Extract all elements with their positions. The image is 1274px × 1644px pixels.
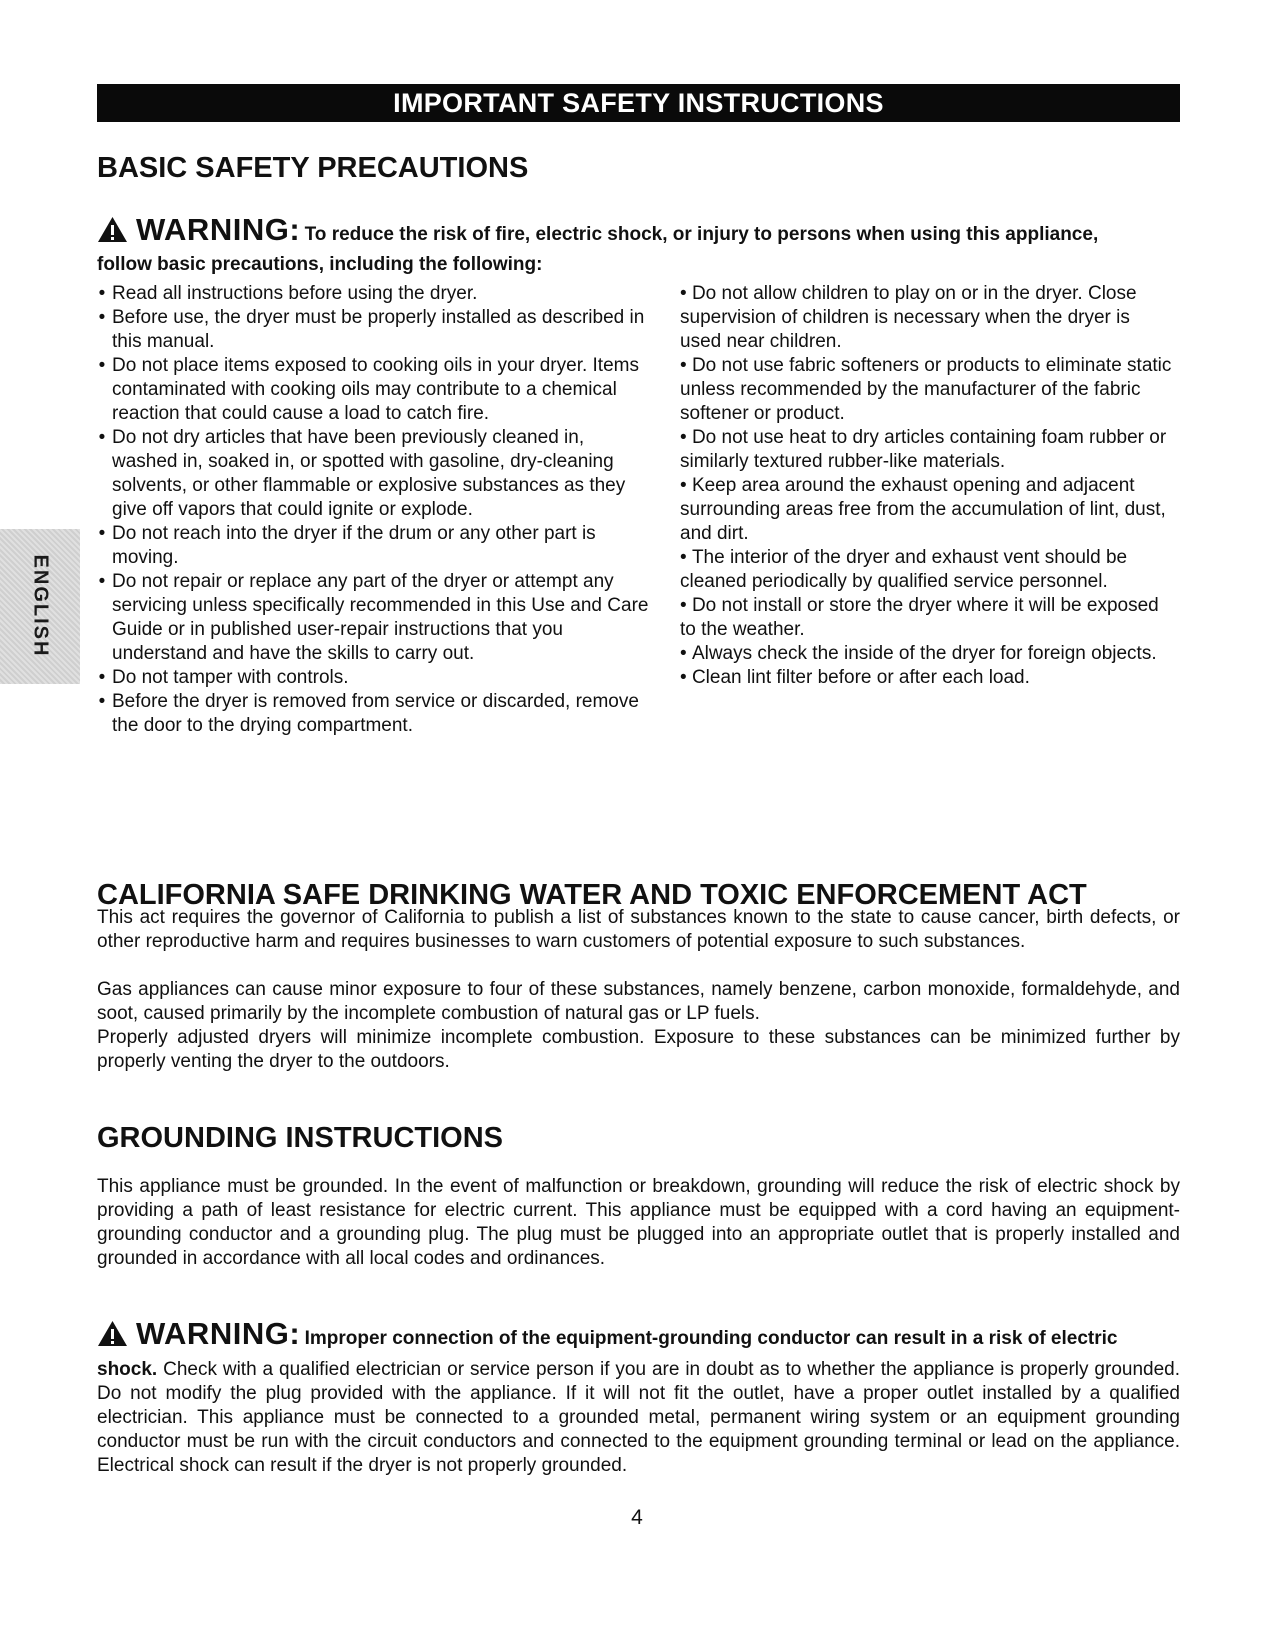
warning-body-text: Check with a qualified electrician or service person if you are in doubt as to whether the appliance is properly grounded. Do not modify the plug provided with the appliance. If it will not fit the outlet, have a proper outlet installed by a qualified electrician. This appliance must be connected to a grounded metal, permanent wiring system or an equipment grounding conductor must be run with the circuit conductors and connected to the equipment grounding terminal or lead on the appliance. Electrical shock can result if the dryer is not properly grounded. <box>97 1359 1180 1476</box>
list-item: • Do not use heat to dry articles containing foam rubber or similarly textured rubber-like materials. <box>680 426 1175 474</box>
list-item: • Do not dry articles that have been previously cleaned in, washed in, soaked in, or spotted with gasoline, dry-cleaning solvents, or other flammable or explosive substances as they give off vapors that could ignite or explode. <box>92 426 652 522</box>
basic-safety-heading: BASIC SAFETY PRECAUTIONS <box>97 152 529 184</box>
warning-text: Improper connection of the equipment-grounding conductor can result in a risk of electric <box>304 1328 1118 1349</box>
list-item: • Do not tamper with controls. <box>92 666 652 690</box>
language-side-tab-label: ENGLISH <box>29 554 52 658</box>
grounding-heading: GROUNDING INSTRUCTIONS <box>97 1122 503 1154</box>
warning-text: To reduce the risk of fire, electric shock, or injury to persons when using this appliance, <box>304 224 1099 245</box>
grounding-warning-body <box>97 1358 1180 1478</box>
california-paragraph: This act requires the governor of California to publish a list of substances known to the state to cause cancer, birth defects, or other reproductive harm and requires businesses to warn customers of potential exposure to such substances. <box>97 907 1180 952</box>
list-item: • Before use, the dryer must be properly installed as described in this manual. <box>92 306 652 354</box>
list-item: • Do not repair or replace any part of the dryer or attempt any servicing unless specifically recommended in this Use and Care Guide or in published user-repair instructions that you understand and have the skills to carry out. <box>92 570 652 666</box>
list-item: • The interior of the dryer and exhaust vent should be cleaned periodically by qualified service personnel. <box>680 546 1175 594</box>
list-item: • Do not use fabric softeners or products to eliminate static unless recommended by the manufacturer of the fabric softener or product. <box>680 354 1175 426</box>
warning-text-continued: shock. <box>97 1359 158 1380</box>
warning-triangle-icon <box>97 1320 128 1347</box>
grounding-warning <box>97 1316 1180 1352</box>
list-item: • Read all instructions before using the dryer. <box>92 282 652 306</box>
warning-triangle-icon <box>97 216 128 243</box>
precautions-left-list <box>92 282 652 738</box>
page-number: 4 <box>631 1506 643 1529</box>
list-item: • Do not install or store the dryer where it will be exposed to the weather. <box>680 594 1175 642</box>
list-item: • Clean lint filter before or after each load. <box>680 666 1175 690</box>
warning-word: WARNING: <box>136 212 301 247</box>
list-item: • Do not reach into the dryer if the drum or any other part is moving. <box>92 522 652 570</box>
list-item: • Do not place items exposed to cooking oils in your dryer. Items contaminated with cooking oils may contribute to a chemical reaction that could cause a load to catch fire. <box>92 354 652 426</box>
list-item: • Always check the inside of the dryer for foreign objects. <box>680 642 1175 666</box>
grounding-paragraph: This appliance must be grounded. In the event of malfunction or breakdown, grounding will reduce the risk of electric shock by providing a path of least resistance for electric current. This appliance must be equipped with a cord having an equipment-grounding conductor and a grounding plug. The plug must be plugged into an appropriate outlet that is properly installed and grounded in accordance with all local codes and ordinances. <box>97 1176 1180 1269</box>
basic-warning <box>97 212 1180 248</box>
warning-text-continued: follow basic precautions, including the following: <box>97 254 543 275</box>
list-item: • Keep area around the exhaust opening and adjacent surrounding areas free from the accumulation of lint, dust, and dirt. <box>680 474 1175 546</box>
precautions-right-list <box>680 282 1175 690</box>
california-paragraph: Properly adjusted dryers will minimize incomplete combustion. Exposure to these substances can be minimized further by properly venting the dryer to the outdoors. <box>97 1027 1180 1072</box>
warning-word: WARNING: <box>136 1316 301 1351</box>
page-banner: IMPORTANT SAFETY INSTRUCTIONS <box>97 84 1180 122</box>
california-act-heading: CALIFORNIA SAFE DRINKING WATER AND TOXIC ENFORCEMENT ACT <box>97 879 1087 911</box>
california-paragraph: Gas appliances can cause minor exposure to four of these substances, namely benzene, carbon monoxide, formaldehyde, and soot, caused primarily by the incomplete combustion of natural gas or LP fuels. <box>97 979 1180 1024</box>
list-item: • Do not allow children to play on or in the dryer. Close supervision of children is necessary when the dryer is used near children. <box>680 282 1175 354</box>
list-item: • Before the dryer is removed from service or discarded, remove the door to the drying compartment. <box>92 690 652 738</box>
